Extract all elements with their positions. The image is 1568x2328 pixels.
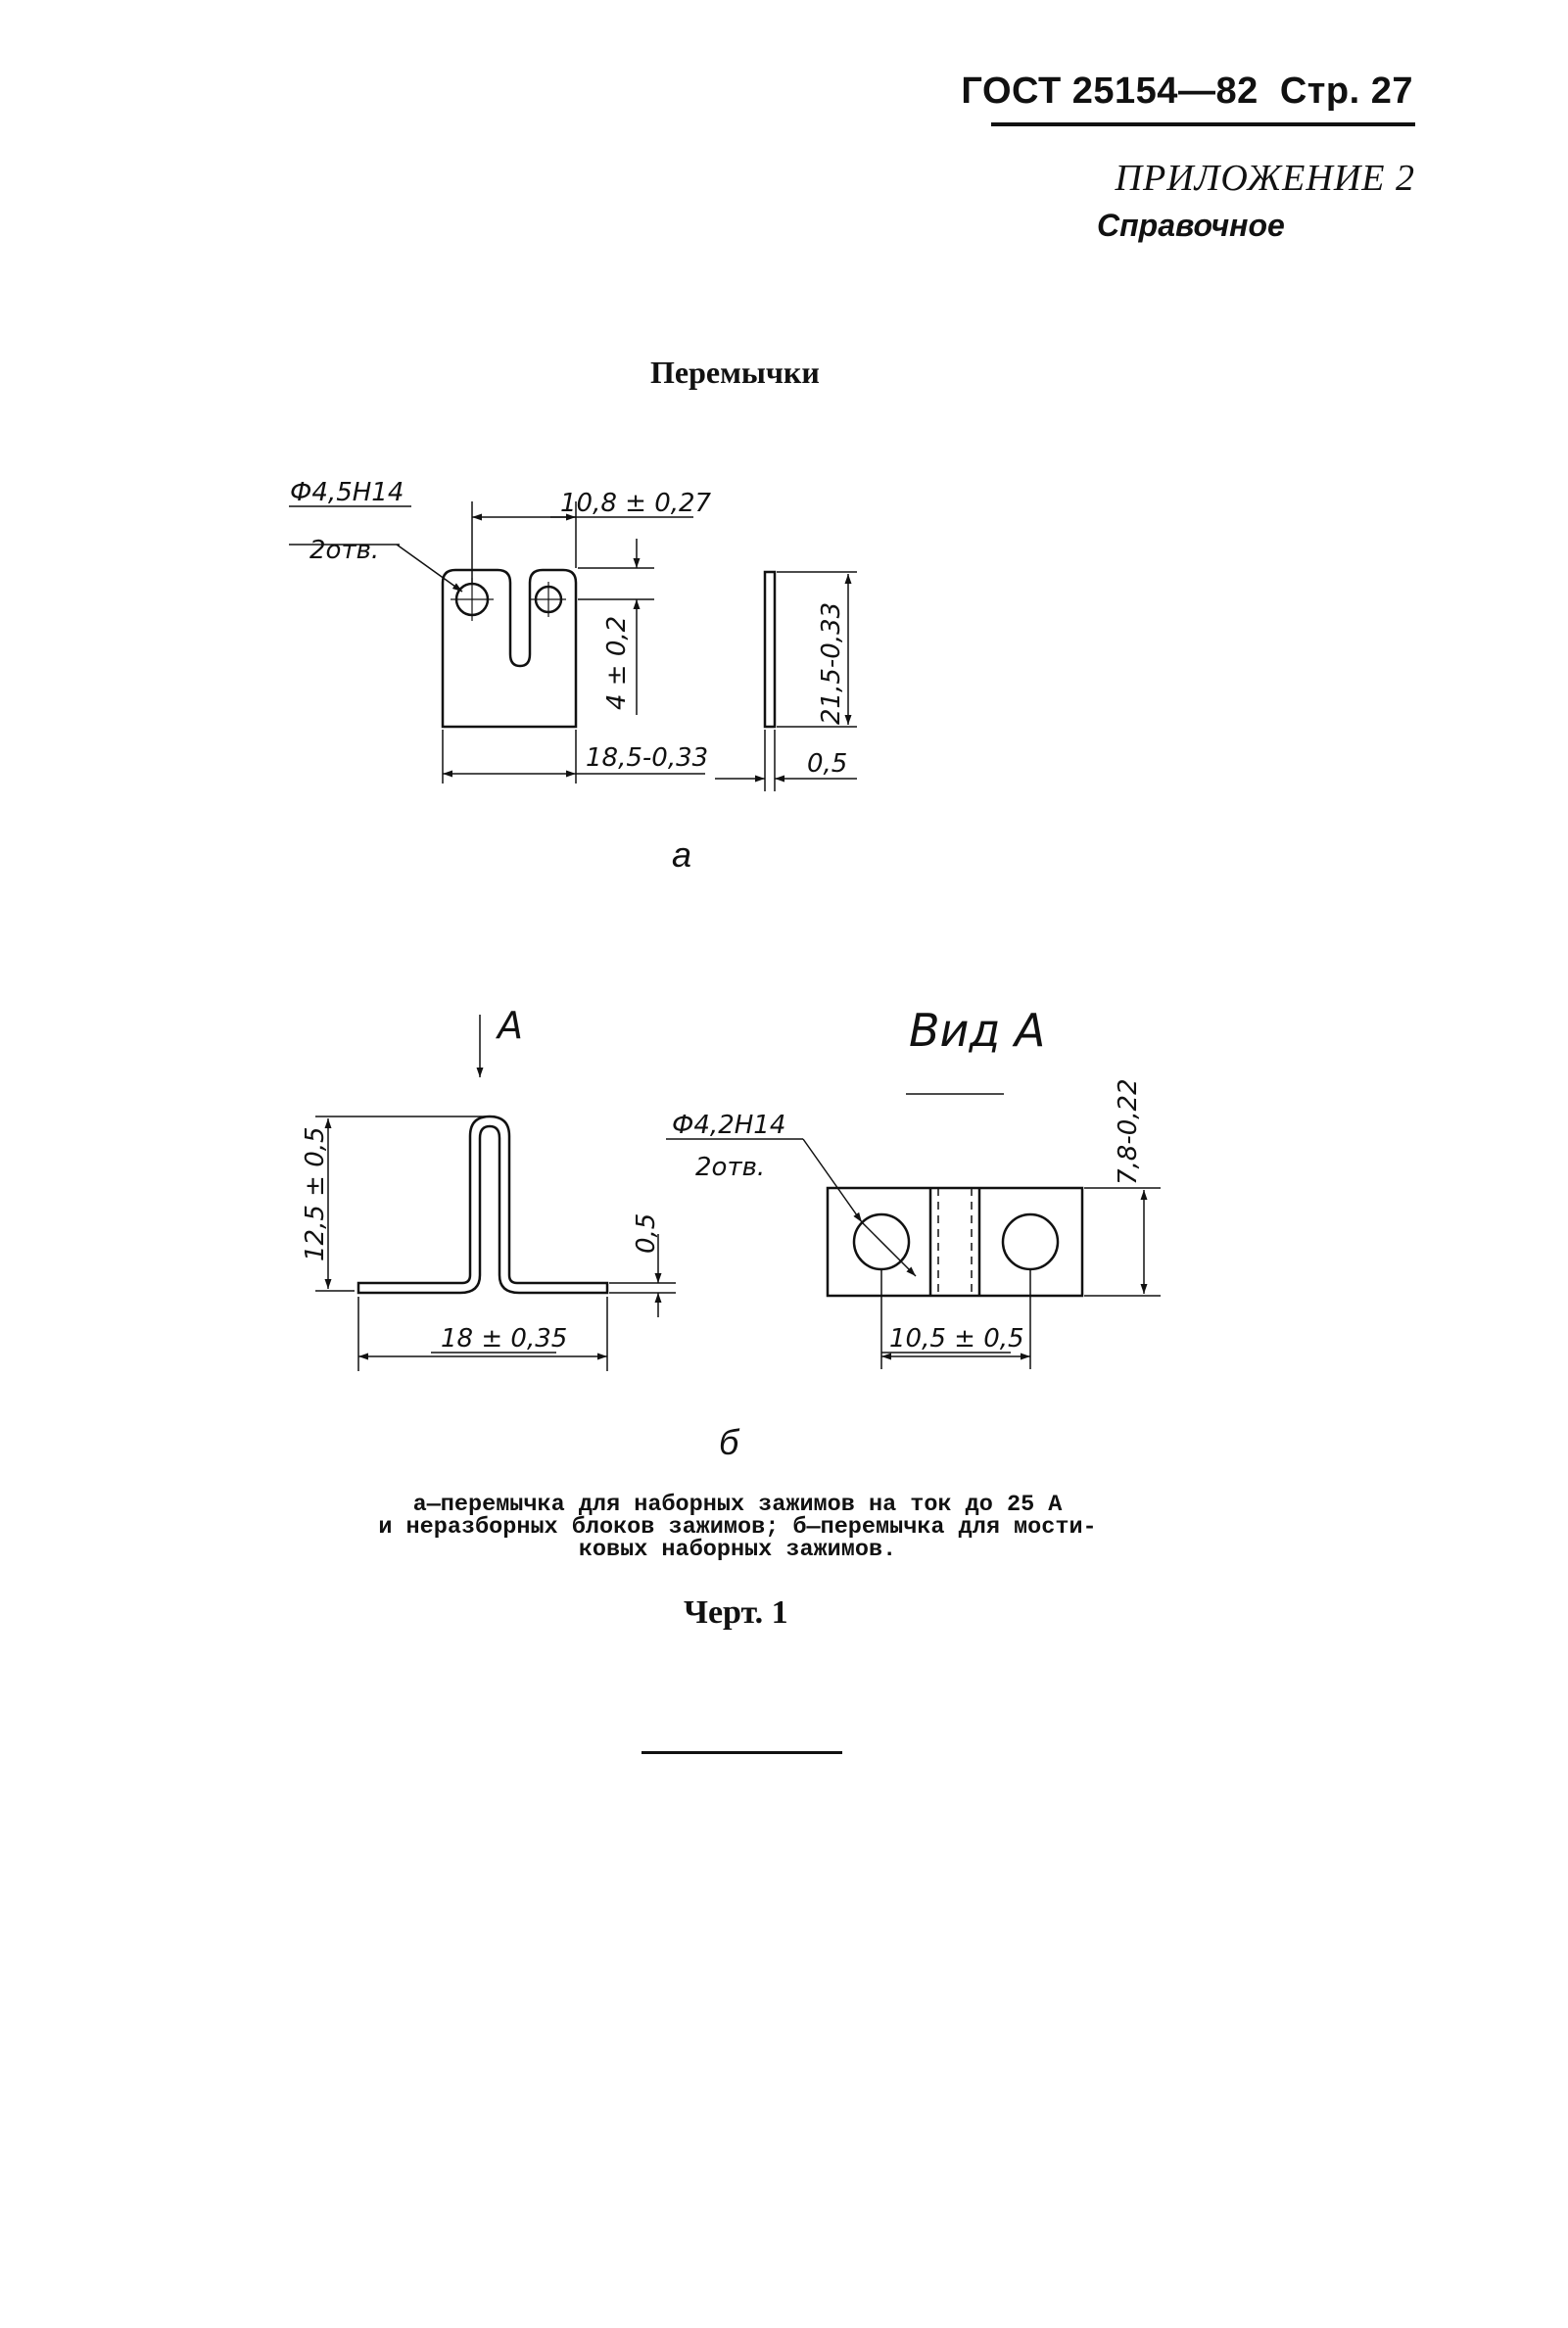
view-a-title: Вид А [909,1004,1046,1057]
jumper-side-profile [765,572,775,727]
hole-diameter-label-a: Ф4,5Н14 [290,478,404,507]
appendix-title: ПРИЛОЖЕНИЕ 2 [1115,158,1415,199]
dim-thickness-label-a: 0,5 [807,749,848,779]
figure-a-front-labels [290,478,712,773]
hole-diameter-label-b: Ф4,2Н14 [672,1111,786,1140]
caption-line: а—перемычка для наборных зажимов на ток до 25 А [412,1492,1063,1518]
view-a-hole-right [1003,1214,1058,1269]
dim-height-label-b: 12,5 ± 0,5 [301,1126,330,1261]
standard-number: ГОСТ 25154—82 [961,71,1259,112]
hole-count-label-b: 2отв. [695,1153,766,1182]
dim-height-label-a: 21,5-0,33 [817,601,846,725]
caption-line: и неразборных блоков зажимов; б—перемычка для мости- [378,1514,1097,1541]
figure-a-label: а [672,834,692,875]
page-number: Стр. 27 [1279,71,1413,112]
dim-top-width-label: 10,8 ± 0,27 [560,489,712,518]
view-a-plate-outline [828,1188,1082,1296]
figure-caption [311,1494,1164,1561]
appendix-subtitle: Справочное [1097,208,1285,243]
dim-thickness-label-b: 0,5 [632,1212,661,1254]
dim-base-label: 18 ± 0,35 [441,1324,568,1354]
jumper-plate-outline [443,570,576,727]
dim-slot-label: 4 ± 0,2 [602,615,632,710]
section-title: Перемычки [650,355,820,390]
dim-width-label-b: 7,8-0,22 [1114,1078,1143,1185]
bottom-rule [641,1751,842,1754]
figure-b-view-a-labels [672,1004,1143,1354]
bent-jumper-profile [358,1116,607,1293]
figure-b-label: б [719,1422,739,1462]
figure-a-front-view [443,570,576,727]
dim-pitch-label: 10,5 ± 0,5 [889,1324,1024,1354]
caption-line: ковых наборных зажимов. [578,1537,897,1563]
figure-b-profile-view [315,1015,676,1371]
view-arrow-label: А [498,1004,523,1047]
figure-a-side-labels [807,602,847,779]
hole-count-label-a: 2отв. [309,536,380,565]
drawing-number: Черт. 1 [684,1594,788,1631]
dim-width-label-a: 18,5-0,33 [586,743,709,773]
